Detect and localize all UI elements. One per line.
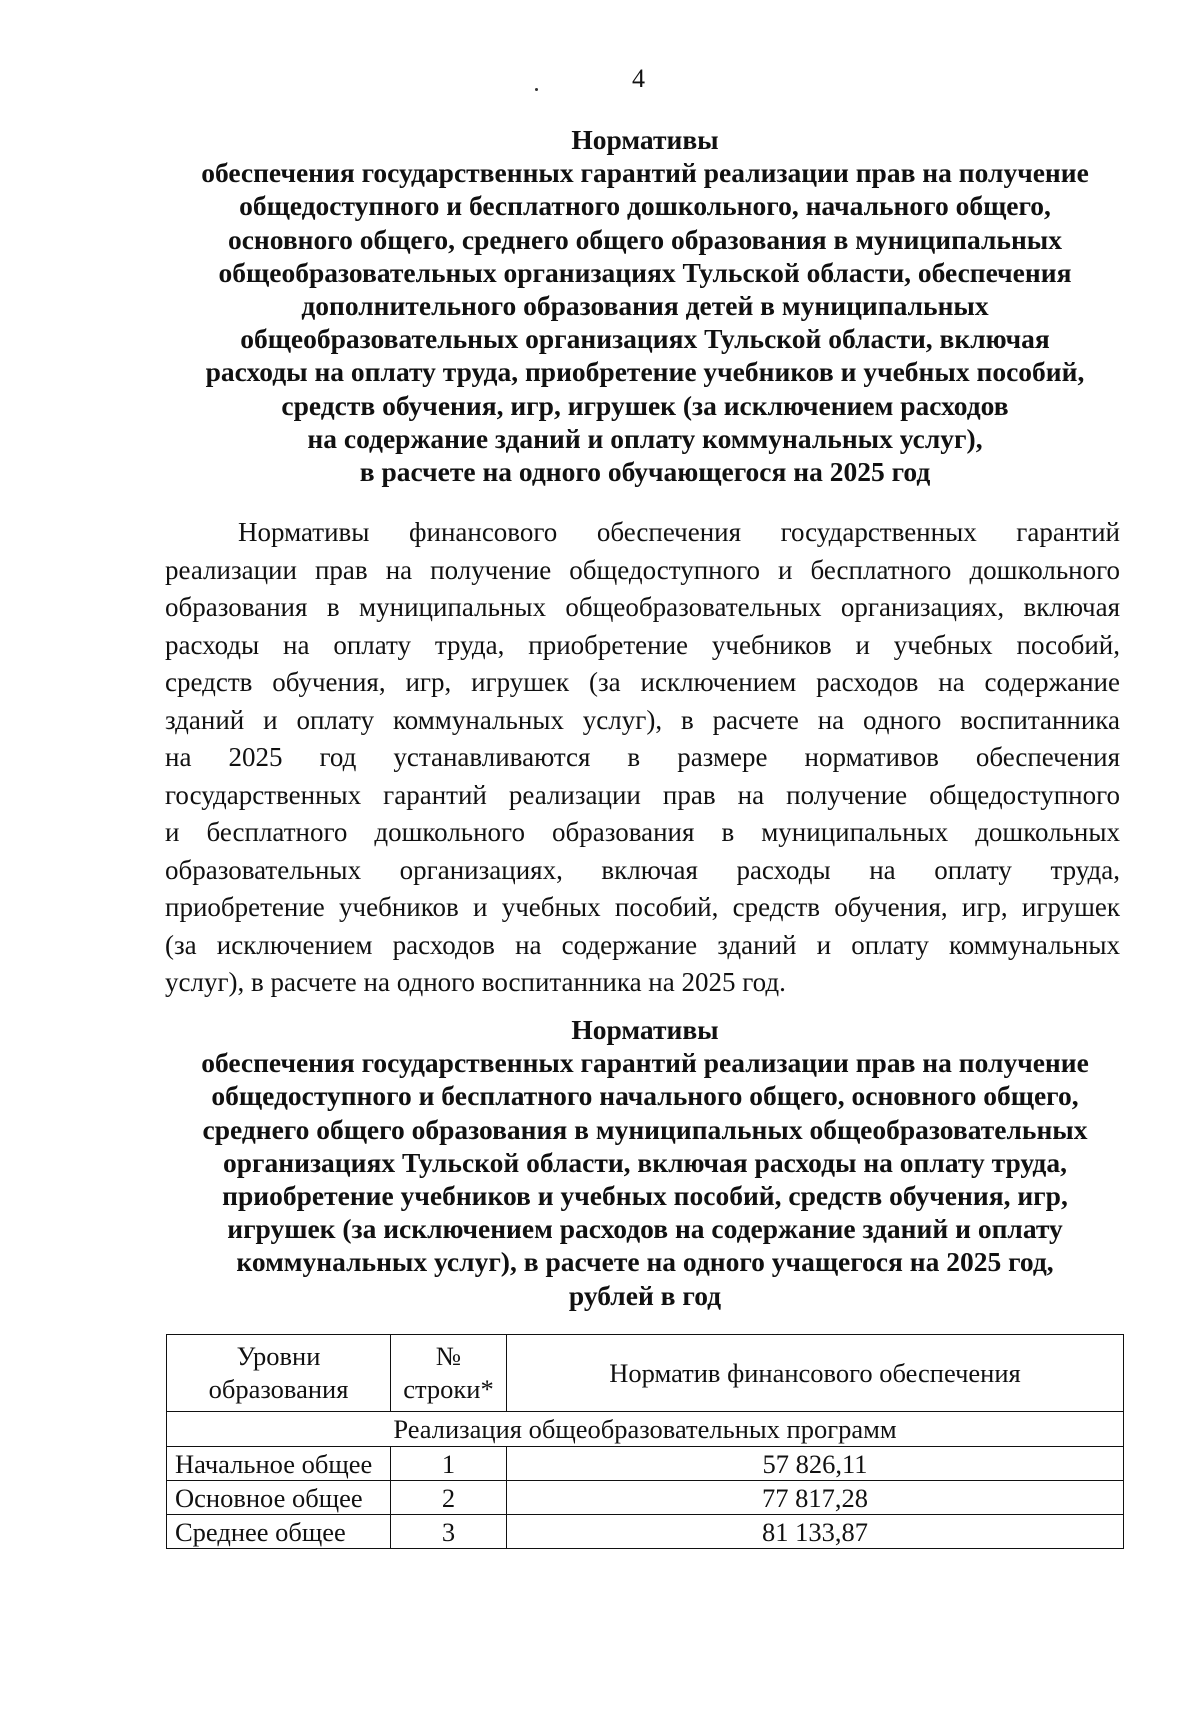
heading-line: Нормативы [571,1014,719,1045]
header-row-number-line2: строки* [403,1374,494,1404]
paragraph-line: Нормативы финансового обеспечения государственных гарантий [238,517,1120,547]
heading-line: среднего общего образования в муниципальных общеобразовательных [202,1113,1088,1145]
heading-line: организациях Тульской области, включая расходы на оплату труда, [223,1146,1067,1178]
table-row [167,1515,1124,1549]
table-row [167,1481,1124,1515]
heading-line: в расчете на одного обучающегося на 2025 год [359,456,931,488]
preschool-norms-paragraph [165,514,1120,1002]
page-number: 4 [632,64,645,93]
heading-line: на содержание зданий и оплату коммунальных услуг), [307,422,983,454]
table-section-row [167,1412,1124,1447]
heading-line: обеспечения государственных гарантий реализации прав на получение [201,157,1089,189]
paragraph-line: и бесплатного дошкольного образования в муниципальных дошкольных [165,817,1120,847]
paragraph-line: зданий и оплату коммунальных услуг), в расчете на одного воспитанника [165,704,1120,735]
heading-line: дополнительного образования детей в муниципальных [301,290,989,322]
table-header-row [167,1335,1124,1412]
paragraph-line: на 2025 год устанавливаются в размере нормативов обеспечения [165,742,1120,772]
heading-line: общедоступного и бесплатного начального общего, основного общего, [211,1080,1079,1112]
heading-line: Нормативы [571,124,719,155]
cell-level: Начальное общее [167,1447,391,1481]
heading-line: общеобразовательных организациях Тульской области, включая [240,323,1050,355]
paragraph-line: государственных гарантий реализации прав на получение общедоступного [165,779,1120,810]
norms-table [166,1334,1124,1549]
paragraph-line: средств обучения, игр, игрушек (за исключением расходов на содержание [165,667,1120,697]
header-level-line2: образования [208,1374,349,1404]
heading-general-norms [160,123,1130,488]
cell-level: Среднее общее [167,1515,391,1549]
heading-line: общедоступного и бесплатного дошкольного, начального общего, [239,190,1051,222]
heading-line: обеспечения государственных гарантий реализации прав на получение [201,1047,1089,1079]
table-row [167,1447,1124,1481]
cell-level: Основное общее [167,1481,391,1515]
cell-row-number: 3 [391,1515,507,1549]
cell-norm-value: 77 817,28 [507,1481,1124,1515]
cell-norm-value: 57 826,11 [507,1447,1124,1481]
heading-line: общеобразовательных организациях Тульской области, обеспечения [218,256,1072,288]
heading-line: приобретение учебников и учебных пособий, средств обучения, игр, [222,1180,1068,1212]
header-level [167,1335,391,1412]
heading-line: коммунальных услуг), в расчете на одного учащегося на 2025 год, [236,1246,1054,1278]
header-level-line1: Уровни [236,1341,321,1371]
heading-school-norms [160,1013,1130,1312]
cell-row-number: 2 [391,1481,507,1515]
paragraph-line: приобретение учебников и учебных пособий, средств обучения, игр, игрушек [165,892,1120,922]
heading-line: средств обучения, игр, игрушек (за исключением расходов [281,389,1009,421]
header-row-number-line1: № [435,1341,462,1371]
heading-line: расходы на оплату труда, приобретение учебников и учебных пособий, [205,356,1085,388]
header-norm: Норматив финансового обеспечения [507,1335,1124,1412]
paragraph-line: реализации прав на получение общедоступного и бесплатного дошкольного [165,554,1120,585]
paragraph-line: услуг), в расчете на одного воспитанника на 2025 год. [165,967,786,997]
paragraph-line: образования в муниципальных общеобразовательных организациях, включая [165,592,1120,622]
paragraph-line: (за исключением расходов на содержание зданий и оплату коммунальных [165,929,1120,960]
paragraph-line: расходы на оплату труда, приобретение учебников и учебных пособий, [165,629,1120,660]
section-title: Реализация общеобразовательных программ [167,1412,1124,1447]
header-row-number [391,1335,507,1412]
cell-row-number: 1 [391,1447,507,1481]
heading-line: рублей в год [568,1279,722,1311]
heading-line: основного общего, среднего общего образования в муниципальных [227,223,1063,255]
scan-dot-mark [535,88,538,91]
heading-line: игрушек (за исключением расходов на содержание зданий и оплату [227,1213,1063,1245]
paragraph-line: образовательных организациях, включая расходы на оплату труда, [165,854,1120,885]
cell-norm-value: 81 133,87 [507,1515,1124,1549]
